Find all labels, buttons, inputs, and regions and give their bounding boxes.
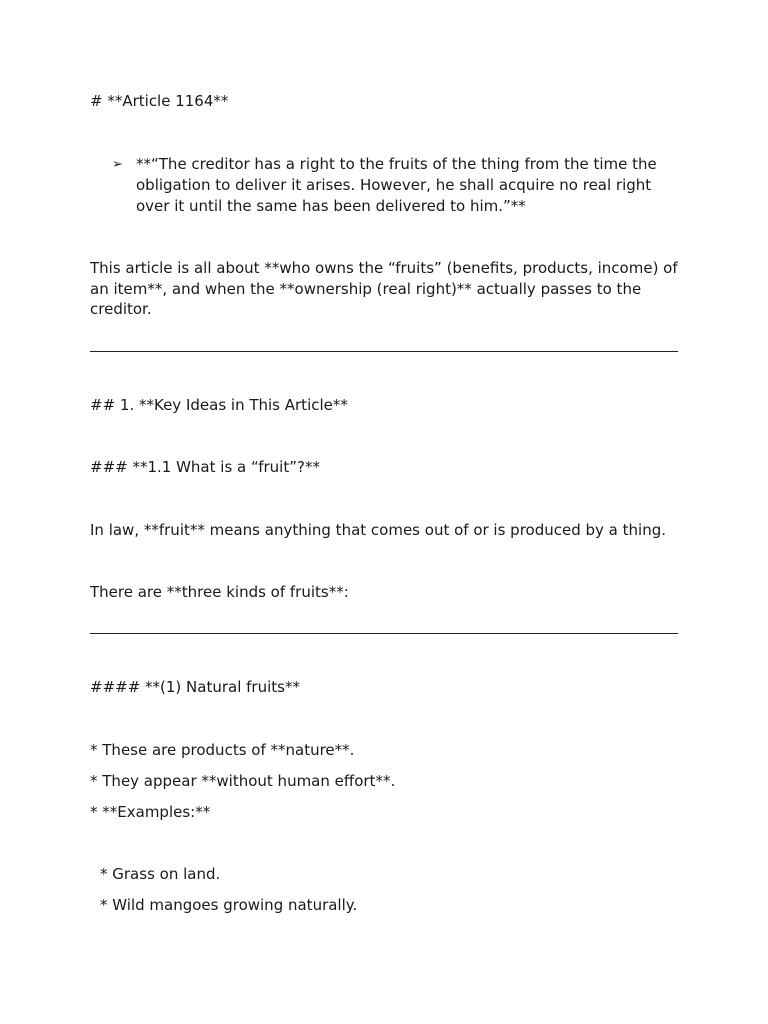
arrow-bullet-icon: ➢ <box>112 157 123 172</box>
natural-fruits-heading: #### **(1) Natural fruits** <box>90 678 300 696</box>
example-list-item: * Wild mangoes growing naturally. <box>100 896 358 914</box>
list-item: * They appear **without human effort**. <box>90 772 396 790</box>
intro-paragraph: This article is all about **who owns the “fruits” (benefits, products, income) of an item**, and when the **ownership (real right)** actually passes to the creditor. <box>90 259 678 318</box>
fruit-definition-paragraph: In law, **fruit** means anything that comes out of or is produced by a thing. <box>90 521 666 539</box>
article-quote-text: **“The creditor has a right to the fruits of the thing from the time the obligation to deliver it arises. However, he shall acquire no real right over it until the same has been delivered to him.”** <box>136 155 657 215</box>
example-list-item: * Grass on land. <box>100 865 221 883</box>
subsection-heading-what-is-fruit: ### **1.1 What is a “fruit”?** <box>90 458 320 476</box>
kinds-intro-paragraph: There are **three kinds of fruits**: <box>90 583 349 601</box>
horizontal-divider <box>90 633 678 634</box>
horizontal-divider <box>90 351 678 352</box>
list-item: * These are products of **nature**. <box>90 741 355 759</box>
list-item: * **Examples:** <box>90 803 211 821</box>
section-heading-key-ideas: ## 1. **Key Ideas in This Article** <box>90 396 348 414</box>
article-heading: # **Article 1164** <box>90 92 229 110</box>
